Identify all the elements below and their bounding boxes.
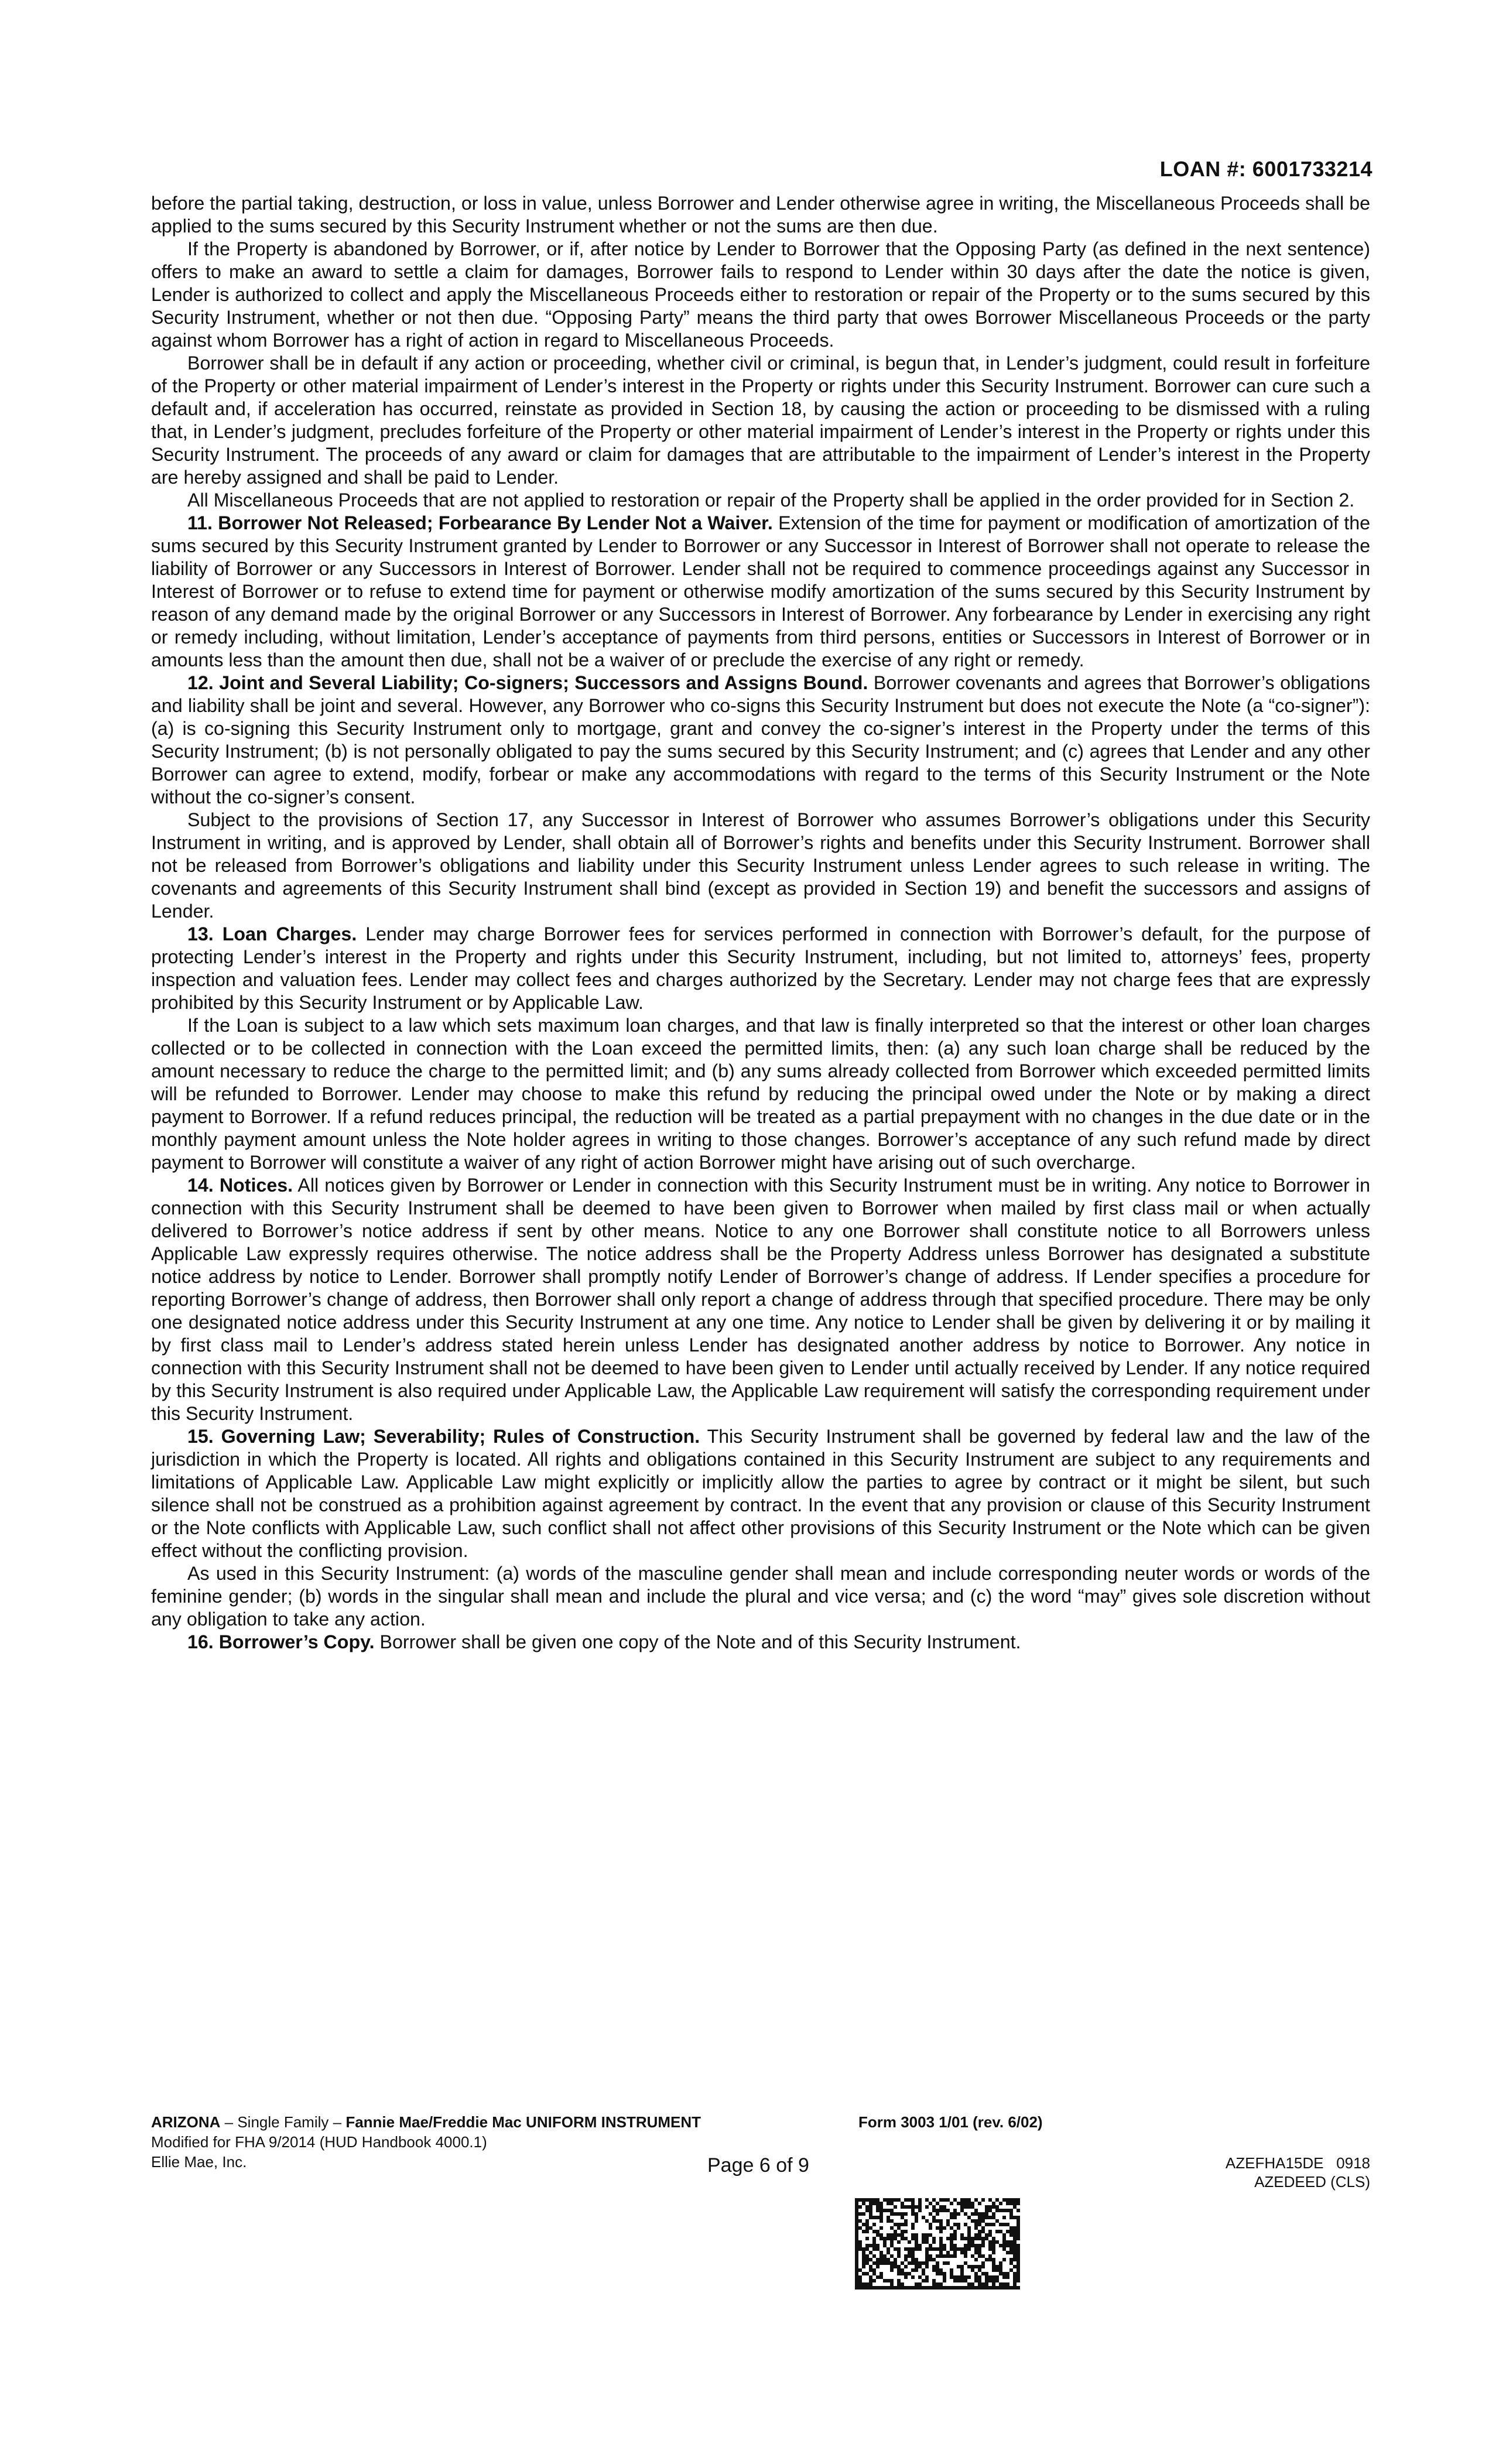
paragraph: As used in this Security Instrument: (a) words of the masculine gender shall mean and include corresponding neuter words or words of the feminine gender; (b) words in the singular shall mean and include the plural and vice versa; and (c) the word “may” gives sole discretion without any obligation to take any action. (151, 1563, 1370, 1630)
document-body (151, 192, 1370, 1654)
loan-number: LOAN #: 6001733214 (1159, 157, 1373, 181)
section-16: 16. Borrower’s Copy. Borrower shall be given one copy of the Note and of this Security Instrument. (187, 1631, 1021, 1652)
paragraph: before the partial taking, destruction, or loss in value, unless Borrower and Lender otherwise agree in writing, the Miscellaneous Proceeds shall be applied to the sums secured by this Security Instrument whether or not the sums are then due. (151, 193, 1370, 237)
footer-doc-code-2: AZEDEED (CLS) (1254, 2173, 1370, 2191)
paragraph: If the Loan is subject to a law which sets maximum loan charges, and that law is finally interpreted so that the interest or other loan charges collected or to be collected in connection with the Loan exceed the permitted limits, then: (a) any such loan charge shall be reduced by the amount necessary to reduce the charge to the permitted limit; and (b) any sums already collected from Borrower which exceeded permitted limits will be refunded to Borrower. Lender may choose to make this refund by reducing the principal owed under the Note or by making a direct payment to Borrower. If a refund reduces principal, the reduction will be treated as a partial prepayment with no changes in the due date or in the monthly payment amount unless the Note holder agrees in writing to those changes. Borrower’s acceptance of any such refund made by direct payment to Borrower will constitute a waiver of any right of action Borrower might have arising out of such overcharge. (151, 1015, 1370, 1173)
section-heading: 14. Notices. (187, 1175, 293, 1196)
section-13: 13. Loan Charges. Lender may charge Borrower fees for services performed in connection with Borrower’s default, for the purpose of protecting Lender’s interest in the Property and rights under this Security Instrument, including, but not limited to, attorneys’ fees, property inspection and valuation fees. Lender may collect fees and charges authorized by the Secretary. Lender may not charge fees that are expressly prohibited by this Security Instrument or by Applicable Law. (151, 923, 1370, 1013)
section-heading: 16. Borrower’s Copy. (187, 1631, 375, 1652)
footer-company: Ellie Mae, Inc. (151, 2153, 247, 2171)
section-14: 14. Notices. All notices given by Borrower or Lender in connection with this Security Instrument must be in writing. Any notice to Borrower in connection with this Security Instrument shall be deemed to have been given to Borrower when mailed by first class mail or when actually delivered to Borrower’s notice address if sent by other means. Notice to any one Borrower shall constitute notice to all Borrowers unless Applicable Law expressly requires otherwise. The notice address shall be the Property Address unless Borrower has designated a substitute notice address by notice to Lender. Borrower shall promptly notify Lender of Borrower’s change of address. If Lender specifies a procedure for reporting Borrower’s change of address, then Borrower shall only report a change of address through that specified procedure. There may be only one designated notice address under this Security Instrument at any one time. Any notice to Lender shall be given by delivering it or by mailing it by first class mail to Lender’s address stated herein unless Lender has designated another address by notice to Borrower. Any notice in connection with this Security Instrument shall not be deemed to have been given to Lender until actually received by Lender. If any notice required by this Security Instrument is also required under Applicable Law, the Applicable Law requirement will satisfy the corresponding requirement under this Security Instrument. (151, 1175, 1370, 1424)
section-heading: 13. Loan Charges. (187, 923, 357, 944)
section-heading: 15. Governing Law; Severability; Rules of Construction. (187, 1426, 700, 1447)
footer-modified: Modified for FHA 9/2014 (HUD Handbook 4000.1) (151, 2133, 487, 2151)
section-12: 12. Joint and Several Liability; Co-signers; Successors and Assigns Bound. Borrower covenants and agrees that Borrower’s obligations and liability shall be joint and several. However, any Borrower who co-signs this Security Instrument but does not execute the Note (a “co-signer”): (a) is co-signing this Security Instrument only to mortgage, grant and convey the co-signer’s interest in the Property under the terms of this Security Instrument; (b) is not personally obligated to pay the sums secured by this Security Instrument; and (c) agrees that Lender and any other Borrower can agree to extend, modify, forbear or make any accommodations with regard to the terms of this Security Instrument or the Note without the co-signer’s consent. (151, 672, 1371, 807)
paragraph: Subject to the provisions of Section 17, any Successor in Interest of Borrower who assumes Borrower’s obligations under this Security Instrument in writing, and is approved by Lender, shall obtain all of Borrower’s rights and benefits under this Security Instrument. Borrower shall not be released from Borrower’s obligations and liability under this Security Instrument unless Lender agrees to such release in writing. The covenants and agreements of this Security Instrument shall bind (except as provided in Section 19) and benefit the successors and assigns of Lender. (151, 809, 1370, 922)
paragraph: Borrower shall be in default if any action or proceeding, whether civil or criminal, is begun that, in Lender’s judgment, could result in forfeiture of the Property or other material impairment of Lender’s interest in the Property or rights under this Security Instrument. Borrower can cure such a default and, if acceleration has occurred, reinstate as provided in Section 18, by causing the action or proceeding to be dismissed with a ruling that, in Lender’s judgment, precludes forfeiture of the Property or other material impairment of Lender’s interest in the Property or rights under this Security Instrument. The proceeds of any award or claim for damages that are attributable to the impairment of Lender’s interest in the Property are hereby assigned and shall be paid to Lender. (151, 353, 1370, 488)
footer-doc-code: AZEFHA15DE 0918 (1225, 2154, 1370, 2172)
footer-form-number: Form 3003 1/01 (rev. 6/02) (858, 2113, 1043, 2131)
section-11: 11. Borrower Not Released; Forbearance By Lender Not a Waiver. Extension of the time for payment or modification of amortization of the sums secured by this Security Instrument granted by Lender to Borrower or any Successor in Interest of Borrower shall not operate to release the liability of Borrower or any Successors in Interest of Borrower. Lender shall not be required to commence proceedings against any Successor in Interest of Borrower or to refuse to extend time for payment or otherwise modify amortization of the sums secured by this Security Instrument by reason of any demand made by the original Borrower or any Successors in Interest of Borrower. Any forbearance by Lender in exercising any right or remedy including, without limitation, Lender’s acceptance of payments from third persons, entities or Successors in Interest of Borrower or in amounts less than the amount then due, shall not be a waiver of or preclude the exercise of any right or remedy. (151, 512, 1371, 670)
paragraph: If the Property is abandoned by Borrower, or if, after notice by Lender to Borrower that the Opposing Party (as defined in the next sentence) offers to make an award to settle a claim for damages, Borrower fails to respond to Lender within 30 days after the date the notice is given, Lender is authorized to collect and apply the Miscellaneous Proceeds either to restoration or repair of the Property or to the sums secured by this Security Instrument, whether or not then due. “Opposing Party” means the third party that owes Borrower Miscellaneous Proceeds or the party against whom Borrower has a right of action in regard to Miscellaneous Proceeds. (151, 238, 1370, 351)
section-heading: 11. Borrower Not Released; Forbearance By Lender Not a Waiver. (187, 512, 773, 533)
footer-form-title: ARIZONA – Single Family – Fannie Mae/Freddie Mac UNIFORM INSTRUMENT (151, 2113, 701, 2131)
paragraph: All Miscellaneous Proceeds that are not applied to restoration or repair of the Property shall be applied in the order provided for in Section 2. (187, 490, 1355, 511)
page-number: Page 6 of 9 (707, 2154, 809, 2176)
section-15: 15. Governing Law; Severability; Rules of Construction. This Security Instrument shall be governed by federal law and the law of the jurisdiction in which the Property is located. All rights and obligations contained in this Security Instrument are subject to any requirements and limitations of Applicable Law. Applicable Law might explicitly or implicitly allow the parties to agree by contract or it might be silent, but such silence shall not be construed as a prohibition against agreement by contract. In the event that any provision or clause of this Security Instrument or the Note conflicts with Applicable Law, such conflict shall not affect other provisions of this Security Instrument or the Note which can be given effect without the conflicting provision. (151, 1426, 1370, 1561)
barcode-2d (854, 2197, 1021, 2291)
section-heading: 12. Joint and Several Liability; Co-signers; Successors and Assigns Bound. (187, 672, 868, 693)
